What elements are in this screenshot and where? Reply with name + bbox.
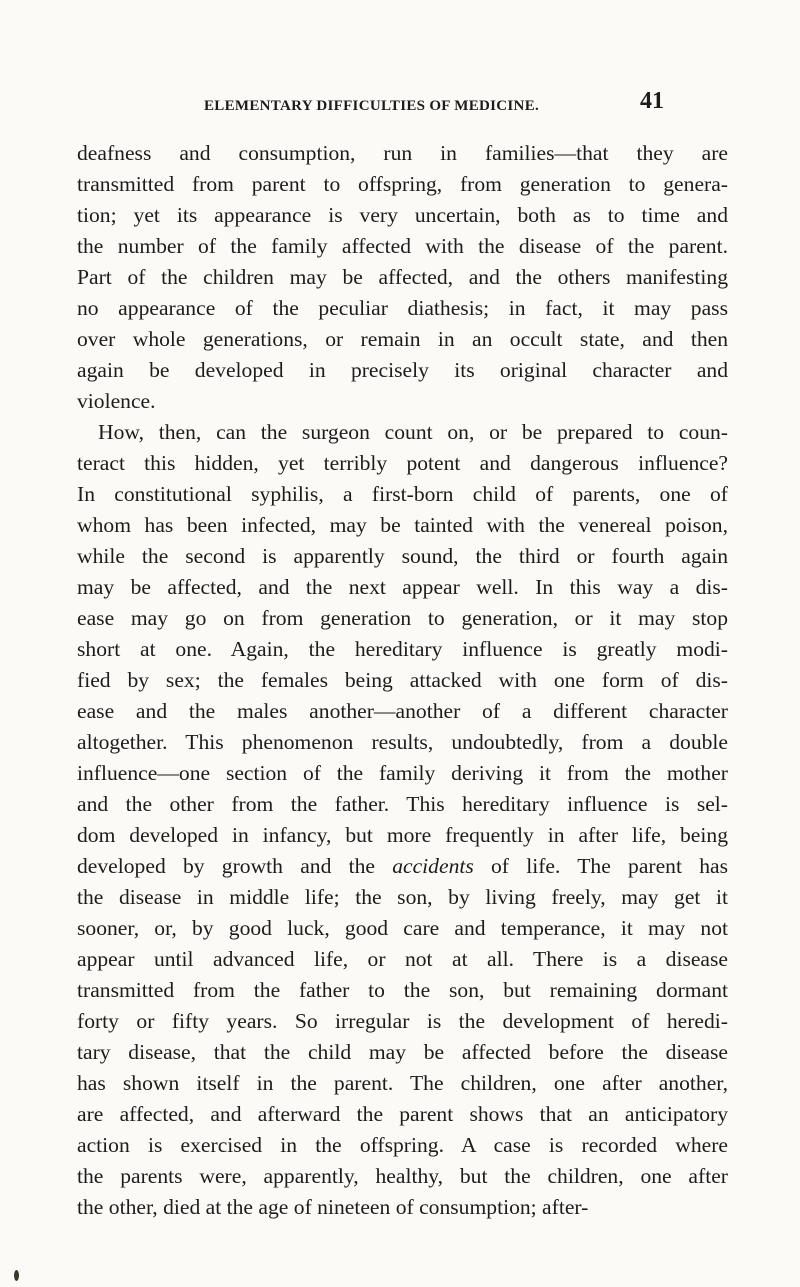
text-line: altogether. This phenomenon results, undoubtedly, from a double [77, 730, 728, 754]
text-line: influence—one section of the family deriving it from the mother [77, 761, 728, 785]
text-line: fied by sex; the females being attacked with one form of dis- [77, 668, 728, 692]
text-line: How, then, can the surgeon count on, or be prepared to coun- [98, 420, 728, 444]
ink-spot [14, 1270, 19, 1281]
text-line: while the second is apparently sound, the third or fourth again [77, 544, 728, 568]
text-line: ease may go on from generation to generation, or it may stop [77, 606, 728, 630]
text-line: are affected, and afterward the parent shows that an anticipatory [77, 1102, 728, 1126]
text-line: action is exercised in the offspring. A case is recorded where [77, 1133, 728, 1157]
text-line: deafness and consumption, run in families—that they are [77, 141, 728, 165]
text-line: teract this hidden, yet terribly potent and dangerous influence? [77, 451, 728, 475]
text-line: dom developed in infancy, but more frequently in after life, being [77, 823, 728, 847]
text-line: whom has been infected, may be tainted with the venereal poison, [77, 513, 728, 537]
text-line: has shown itself in the parent. The children, one after another, [77, 1071, 728, 1095]
text-line: tion; yet its appearance is very uncertain, both as to time and [77, 203, 728, 227]
text-line: Part of the children may be affected, and the others manifesting [77, 265, 728, 289]
text-line: developed by growth and the accidents of life. The parent has [77, 854, 728, 878]
running-head [0, 88, 800, 118]
text-line: the other, died at the age of nineteen of consumption; after- [77, 1195, 589, 1219]
text-line: the parents were, apparently, healthy, but the children, one after [77, 1164, 728, 1188]
text-line: transmitted from the father to the son, but remaining dormant [77, 978, 728, 1002]
text-line: In constitutional syphilis, a first-born child of parents, one of [77, 482, 728, 506]
text-line: violence. [77, 389, 156, 413]
emphasis: accidents [392, 854, 474, 878]
text-line: short at one. Again, the hereditary influence is greatly modi- [77, 637, 728, 661]
text-line: appear until advanced life, or not at all. There is a disease [77, 947, 728, 971]
text-line: no appearance of the peculiar diathesis; in fact, it may pass [77, 296, 728, 320]
text-line: ease and the males another—another of a different character [77, 699, 728, 723]
text-line: over whole generations, or remain in an occult state, and then [77, 327, 728, 351]
text-line: the number of the family affected with the disease of the parent. [77, 234, 728, 258]
text-line: the disease in middle life; the son, by living freely, may get it [77, 885, 728, 909]
running-title: ELEMENTARY DIFFICULTIES OF MEDICINE. [204, 98, 540, 114]
text-line: again be developed in precisely its original character and [77, 358, 728, 382]
page-number: 41 [640, 88, 664, 114]
text-line: transmitted from parent to offspring, from generation to genera- [77, 172, 728, 196]
body-text [77, 138, 728, 1223]
text-line: may be affected, and the next appear well. In this way a dis- [77, 575, 728, 599]
text-line: and the other from the father. This hereditary influence is sel- [77, 792, 728, 816]
text-line: sooner, or, by good luck, good care and temperance, it may not [77, 916, 728, 940]
text-line: tary disease, that the child may be affected before the disease [77, 1040, 728, 1064]
text-line: forty or fifty years. So irregular is the development of heredi- [77, 1009, 728, 1033]
